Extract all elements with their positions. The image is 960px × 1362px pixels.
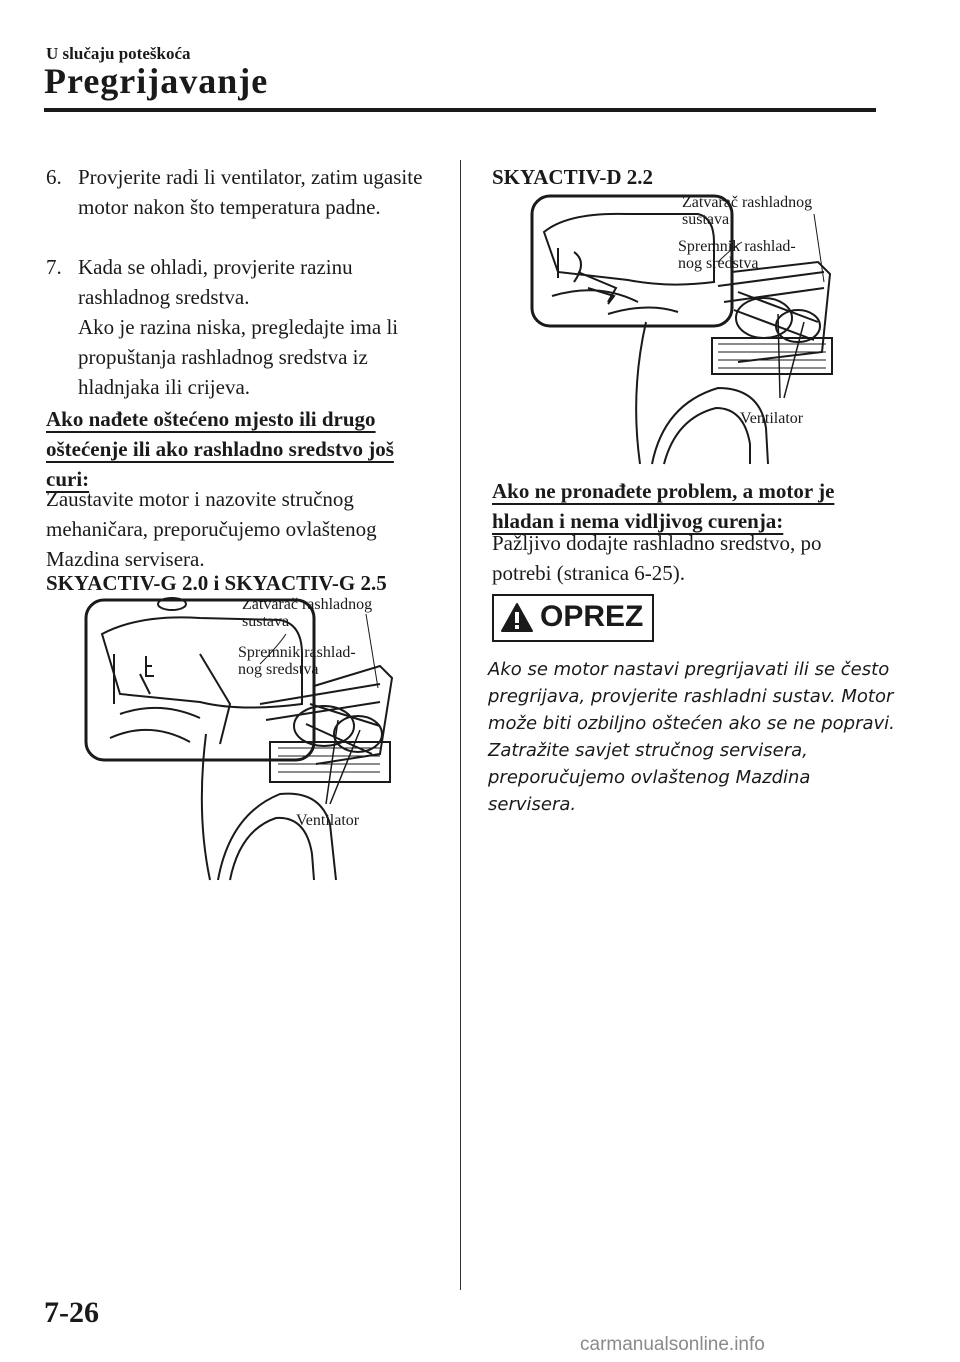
damage-heading: Ako nađete oštećeno mjesto ili drugo oštećenje ili ako rashladno sredstvo još curi: <box>46 407 394 491</box>
page-number: 7-26 <box>44 1296 99 1329</box>
step-7 <box>46 252 438 402</box>
step-6 <box>46 162 430 222</box>
caution-text: Ako se motor nastavi pregrijavati ili se često pregrijava, provjerite rashladni sustav. Motor može biti ozbiljno oštećen ako se ne popravi. Zatražite savjet stručnog servisera, preporučujemo ovlaštenog Mazdina servisera. <box>488 659 895 815</box>
no-problem-text: Pažljivo dodajte rashladno sredstvo, po potrebi (stranica 6-25). <box>492 531 822 585</box>
gasoline-engine-illustration <box>80 594 410 884</box>
title-rule <box>44 108 876 112</box>
step-text: Kada se ohladi, provjerite razinu rashladnog sredstva. <box>78 255 353 309</box>
column-divider <box>460 160 461 1290</box>
step-7-extra: Ako je razina niska, pregledajte ima li propuštanja rashladnog sredstva iz hladnjaka ili crijeva. <box>78 315 399 399</box>
caution-label: OPREZ <box>540 600 644 633</box>
label-reservoir-diesel: Spremnik rashlad- nog sredstva <box>678 238 796 272</box>
step-number: 6. <box>46 165 62 189</box>
label-cap-gasoline: Zatvarač rashladnog sustava <box>242 596 373 630</box>
step-text: Provjerite radi li ventilator, zatim ugasite motor nakon što temperatura padne. <box>78 165 423 219</box>
figure-title-diesel: SKYACTIV-D 2.2 <box>492 165 654 189</box>
warning-triangle-icon <box>500 602 534 634</box>
figure-title-gasoline: SKYACTIV-G 2.0 i SKYACTIV-G 2.5 <box>46 571 387 595</box>
label-reservoir-gasoline: Spremnik rashlad- nog sredstva <box>238 644 356 678</box>
page-title: Pregrijavanje <box>44 61 269 101</box>
label-fan-diesel: Ventilator <box>740 410 804 427</box>
damage-text: Zaustavite motor i nazovite stručnog mehaničara, preporučujemo ovlaštenog Mazdina servisera. <box>46 487 377 571</box>
label-cap-diesel: Zatvarač rashladnog sustava <box>682 194 813 228</box>
watermark: carmanualsonline.info <box>580 1334 765 1355</box>
label-fan-gasoline: Ventilator <box>296 812 360 829</box>
section-label: U slučaju poteškoća <box>46 44 191 63</box>
no-problem-heading: Ako ne pronađete problem, a motor je hladan i nema vidljivog curenja: <box>492 479 835 533</box>
step-number: 7. <box>46 255 62 279</box>
